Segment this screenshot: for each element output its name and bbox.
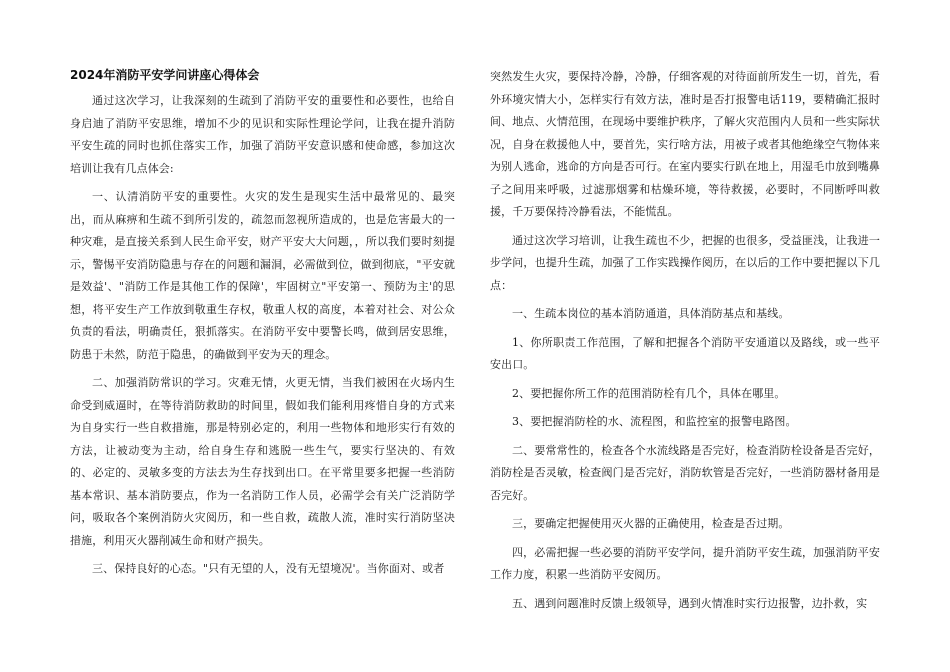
- paragraph-summary: 通过这次学习培训，让我生疏也不少，把握的也很多，受益匪浅，让我进一步学问，也提升生疏，加强了工作实践操作阅历，在以后的工作中要把握以下几点：: [490, 233, 880, 292]
- paragraph-item-3: 三，要确定把握使用灭火器的正确使用，检查是否过期。: [512, 517, 790, 530]
- document-title: 2024年消防平安学问讲座心得体会: [70, 68, 260, 82]
- paragraph-item-1: 一、生疏本岗位的基本消防通道，具体消防基点和基线。: [512, 307, 790, 320]
- paragraph-continuation: 突然发生火灾，要保持冷静，冷静，仔细客观的对待面前所发生一切，首先，看外环境灾情大小，怎样实行有效方法，准时是否打报警电话119，要精确汇报时间、地点、火情范围，在现场中要维护秩序，了解火灾范围内人员和一些实际状况，自身在救援他人中，要首先，实行啥方法，用被子或者其他绝缘空气物体来为别人逃命，逃命的方向是否可行。在室内要实行趴在地上，用湿毛巾放到嘴鼻子之间用来呼吸，过滤那烟雾和枯燥环境，等待救援，必要时，不同断呼叫救援，千万要保持冷静看法，不能慌乱。: [490, 70, 880, 218]
- paragraph-subitem-1: 1、你所职责工作范围，了解和把握各个消防平安通道以及路线，或一些平安出口。: [490, 335, 880, 371]
- paragraph-point-1: 一、认清消防平安的重要性。火灾的发生是现实生活中最常见的、最突出，而从麻痹和生疏不到所引发的，疏忽而忽视所造成的，也是危害最大的一种灾难，是直接关系到人民生命平安，财产平安大大问题，，所以我们要时刻提示，警惕平安消防隐患与存在的问题和漏洞，必需做到位，做到彻底，"平安就是效益'、"消防工作是其他工作的保障'，牢固树立"平安第一、预防为主'的思想，将平安生产工作放到敬重生存权，敬重人权的高度，本着对社会、对公众负责的看法，明确责任，狠抓落实。在消防平安中要警长鸣，做到居安思维，防患于未然，防范于隐患，的确做到平安为天的理念。: [70, 190, 455, 361]
- paragraph-point-2: 二、加强消防常识的学习。灾难无情，火更无情，当我们被困在火场内生命受到威逼时，在等待消防救助的时间里，假如我们能利用疼惜自身的方式来为自身实行一些自救措施，那是特别必定的，利用一些物体和地形实行有效的方法，让被动变为主动，给自身生存和逃脱一些生气，要实行坚决的、有效的、必定的、灵敏多变的方法去为生存找到出口。在平常里要多把握一些消防基本常识、基本消防要点，作为一名消防工作人员，必需学会有关广泛消防学问，吸取各个案例消防火灾阅历，和一些自救，疏散人流，准时实行消防坚决措施，利用灭火器削减生命和财产损失。: [70, 376, 455, 547]
- paragraph-item-4: 四，必需把握一些必要的消防平安学问，提升消防平安生疏，加强消防平安工作力度，积累一些消防平安阅历。: [490, 545, 880, 581]
- paragraph-item-5: 五、遇到问题准时反馈上级领导，遇到火情准时实行边报警，边扑救，实: [512, 596, 868, 610]
- paragraph-item-2: 二、要常常性的，检查各个水流线路是否完好，检查消防栓设备是否完好，消防栓是否灵敏，检查阀门是否完好，消防软管是否完好，一些消防器材备用是否完好。: [490, 443, 880, 502]
- left-column: [70, 66, 455, 587]
- paragraph-subitem-3: 3、要把握消防栓的水、流程图，和监控室的报警电路图。: [512, 415, 797, 428]
- paragraph-intro: 通过这次学习，让我深刻的生疏到了消防平安的重要性和必要性，也给自身启迪了消防平安思维，增加不少的见识和实际性理论学问，让我在提升消防平安生疏的同时也抓住落实工作，加强了消防平安意识感和使命感，参加这次培训让我有几点体会:: [70, 94, 455, 175]
- paragraph-subitem-2: 2、要把握你所工作的范围消防栓有几个，具体在哪里。: [512, 386, 786, 400]
- right-column: [490, 66, 880, 621]
- paragraph-point-3: 三、保持良好的心态。"只有无望的人，没有无望境况'。当你面对、或者: [92, 562, 445, 575]
